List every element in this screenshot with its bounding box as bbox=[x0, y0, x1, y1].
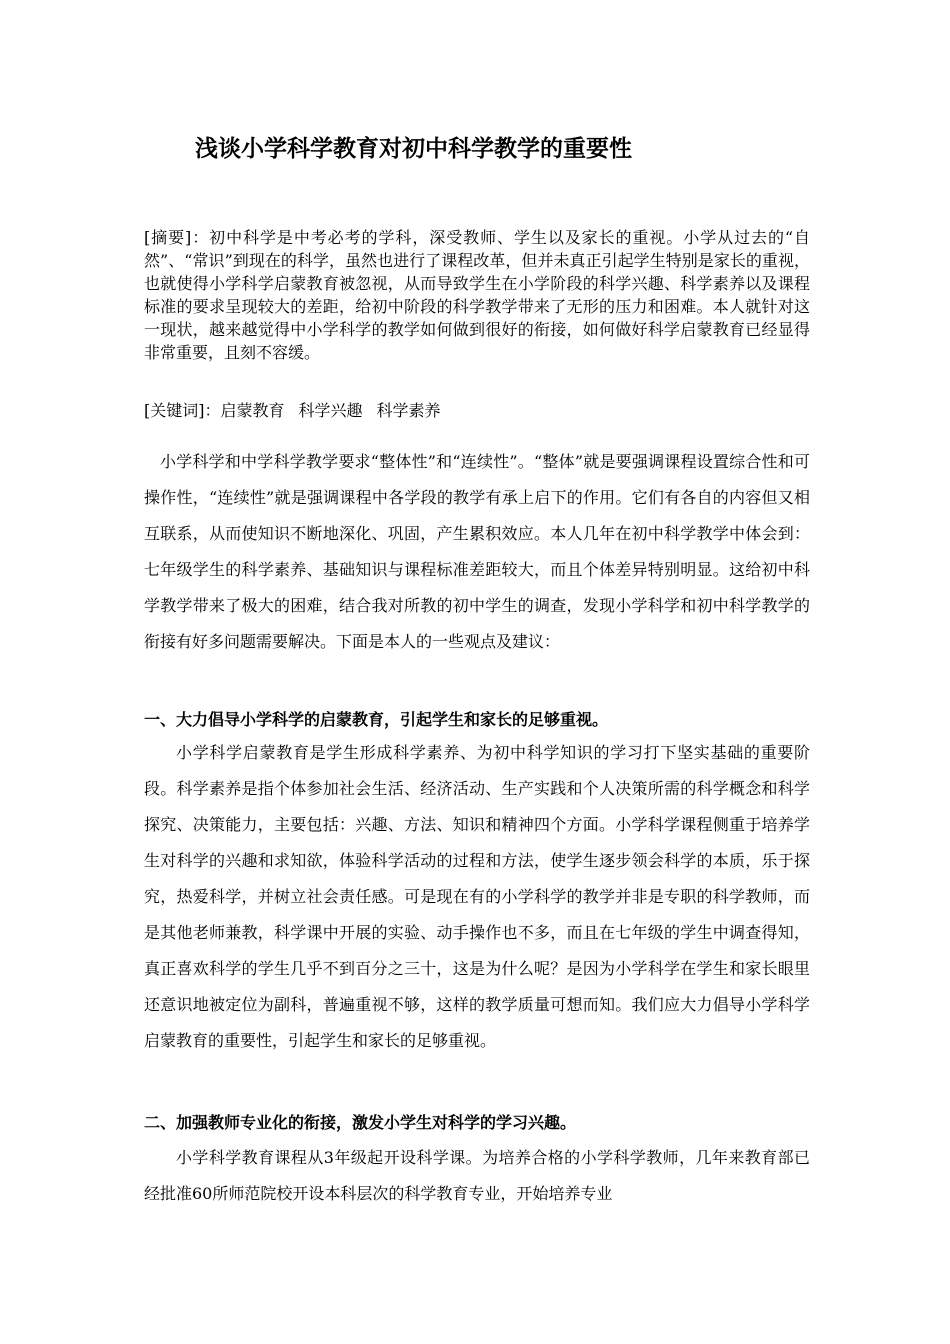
keywords-line bbox=[144, 399, 810, 422]
keyword-item: 科学兴趣 bbox=[298, 401, 363, 420]
keywords-label: [关键词]： bbox=[144, 401, 221, 420]
document-title: 浅谈小学科学教育对初中科学教学的重要性 bbox=[195, 136, 632, 162]
intro-paragraph: 小学科学和中学科学教学要求“整体性”和“连续性”。“整体”就是要强调课程设置综合性和可操作性，“连续性”就是强调课程中各学段的教学有承上启下的作用。它们有各自的内容但又相互联系，从而使知识不断地深化、巩固，产生累积效应。本人几年在初中科学教学中体会到：七年级学生的科学素养、基础知识与课程标准差距较大，而且个体差异特别明显。这给初中科学教学带来了极大的困难，结合我对所教的初中学生的调查，发现小学科学和初中科学教学的衔接有好多问题需要解决。下面是本人的一些观点及建议： bbox=[144, 452, 810, 651]
abstract-paragraph bbox=[144, 226, 810, 364]
keyword-item: 科学素养 bbox=[376, 401, 441, 420]
section-heading-2: 二、加强教师专业化的衔接，激发小学生对科学的学习兴趣。 bbox=[144, 1113, 577, 1132]
section-2-paragraph: 小学科学教育课程从3年级起开设科学课。为培养合格的小学科学教师，几年来教育部已经批准60所师范院校开设本科层次的科学教育专业，开始培养专业 bbox=[144, 1148, 810, 1203]
section-1-paragraph: 小学科学启蒙教育是学生形成科学素养、为初中科学知识的学习打下坚实基础的重要阶段。科学素养是指个体参加社会生活、经济活动、生产实践和个人决策所需的科学概念和科学探究、决策能力，主要包括：兴趣、方法、知识和精神四个方面。小学科学课程侧重于培养学生对科学的兴趣和求知欲，体验科学活动的过程和方法，使学生逐步领会科学的本质，乐于探究，热爱科学，并树立社会责任感。可是现在有的小学科学的教学并非是专职的科学教师，而是其他老师兼教，科学课中开展的实验、动手操作也不多，而且在七年级的学生中调查得知，真正喜欢科学的学生几乎不到百分之三十，这是为什么呢？是因为小学科学在学生和家长眼里还意识地被定位为副科，普遍重视不够，这样的教学质量可想而知。我们应大力倡导小学科学启蒙教育的重要性，引起学生和家长的足够重视。 bbox=[144, 743, 810, 1050]
section-heading-1: 一、大力倡导小学科学的启蒙教育，引起学生和家长的足够重视。 bbox=[144, 710, 609, 729]
keyword-item: 启蒙教育 bbox=[220, 401, 285, 420]
abstract-text: 初中科学是中考必考的学科，深受教师、学生以及家长的重视。小学从过去的“自然”、“常识”到现在的科学，虽然也进行了课程改革，但并未真正引起学生特别是家长的重视，也就使得小学科学启蒙教育被忽视，从而导致学生在小学阶段的科学兴趣、科学素养以及课程标准的要求呈现较大的差距，给初中阶段的科学教学带来了无形的压力和困难。本人就针对这一现状，越来越觉得中小学科学的教学如何做到很好的衔接，如何做好科学启蒙教育已经显得非常重要，且刻不容缓。 bbox=[144, 228, 810, 362]
abstract-label: [摘要]： bbox=[144, 228, 210, 247]
